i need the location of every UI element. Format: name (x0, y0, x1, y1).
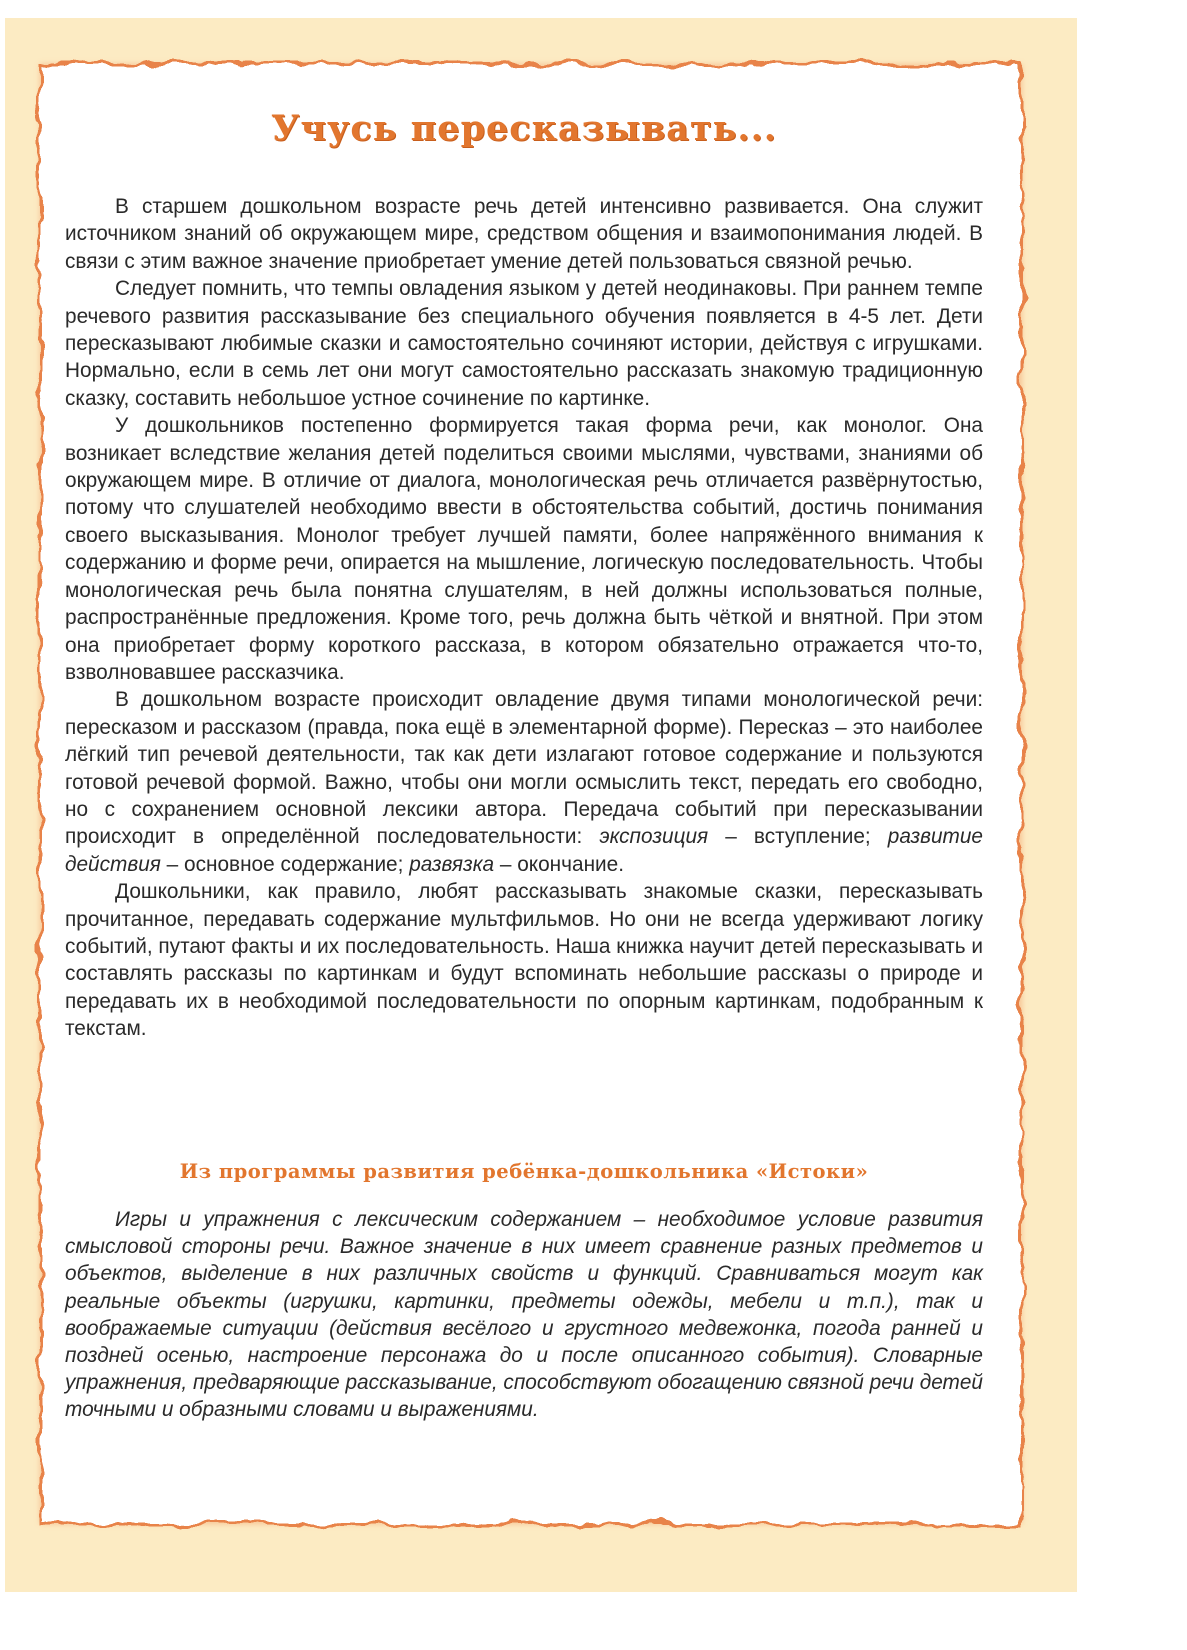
paragraph (65, 686, 983, 878)
paragraph: Дошкольники, как правило, любят рассказывать знакомые сказки, пересказывать прочитанное, передавать содержание мультфильмов. Но они не всегда удерживают логику событий, путают факты и их последовательность. Наша книжка научит детей пересказывать и составлять рассказы по картинкам и будут вспоминать небольшие рассказы о природе и передавать их в необходимой последовательности по опорным картинкам, подобранным к текстам. (65, 880, 983, 1041)
paragraph: Следует помнить, что темпы овладения языком у детей неодинаковы. При раннем темпе речевого развития рассказывание без специального обучения появляется в 4-5 лет. Дети пересказывают любимые сказки и самостоятельно сочиняют истории, действуя с игрушками. Нормально, если в семь лет они могут самостоятельно рассказать знакомую традиционную сказку, составить небольшое устное сочинение по картинке. (65, 277, 983, 410)
article (65, 108, 983, 1518)
paragraph-text: В дошкольном возрасте происходит овладение двумя типами монологической речи: пересказом и рассказом (правда, пока ещё в элементарной форме). Пересказ – это наиболее лёгкий тип речевой деятельности, так как дети излагают готовое содержание и пользуются готовой речевой формой. Важно, чтобы они могли осмыслить текст, передать его свободно, но с сохранением основной лексики автора. Передача событий при пересказывании происходит в определённой последовательности: (65, 688, 983, 849)
term-denouement: развязка (409, 852, 495, 876)
page-title: Учусь пересказывать... (271, 108, 777, 149)
intro-text (65, 193, 983, 1043)
paragraph-text: – вступление; (708, 825, 888, 849)
paragraph-text: – основное содержание; (160, 852, 410, 876)
section-subtitle: Из программы развития ребёнка-дошкольника «Истоки» (179, 1160, 869, 1183)
paragraph: У дошкольников постепенно формируется такая форма речи, как монолог. Она возникает вследствие желания детей поделиться своими мыслями, чувствами, знаниями об окружающем мире. В отличие от диалога, монологическая речь отличается развёрнутостью, потому что слушателей необходимо ввести в обстоятельства событий, достичь понимания своего высказывания. Монолог требует лучшей памяти, более напряжённого внимания к содержанию и форме речи, опирается на мышление, логическую последовательность. Чтобы монологическая речь была понятна слушателям, в ней должны использоваться полные, распространённые предложения. Кроме того, речь должна быть чёткой и внятной. При этом она приобретает форму короткого рассказа, в котором обязательно отражается что-то, взволновавшее рассказчика. (65, 414, 983, 684)
program-quote: Игры и упражнения с лексическим содержанием – необходимое условие развития смысловой стороны речи. Важное значение в них имеет сравнение разных предметов и объектов, выделение в них различных свойств и функций. Сравниваться могут как реальные объекты (игрушки, картинки, предметы одежды, мебели и т.п.), так и воображаемые ситуации (действия весёлого и грустного медвежонка, погода ранней и поздней осенью, настроение персонажа до и после описанного события). Словарные упражнения, предваряющие рассказывание, способствуют обогащению связной речи детей точными и образными словами и выражениями. (65, 1208, 983, 1422)
paragraph: В старшем дошкольном возрасте речь детей интенсивно развивается. Она служит источником знаний об окружающем мире, средством общения и взаимопонимания людей. В связи с этим важное значение приобретает умение детей пользоваться связной речью. (65, 195, 983, 273)
term-development: развитие действия (65, 825, 983, 876)
term-exposition: экспозиция (599, 825, 709, 849)
paragraph-text: – окончание. (494, 852, 625, 876)
